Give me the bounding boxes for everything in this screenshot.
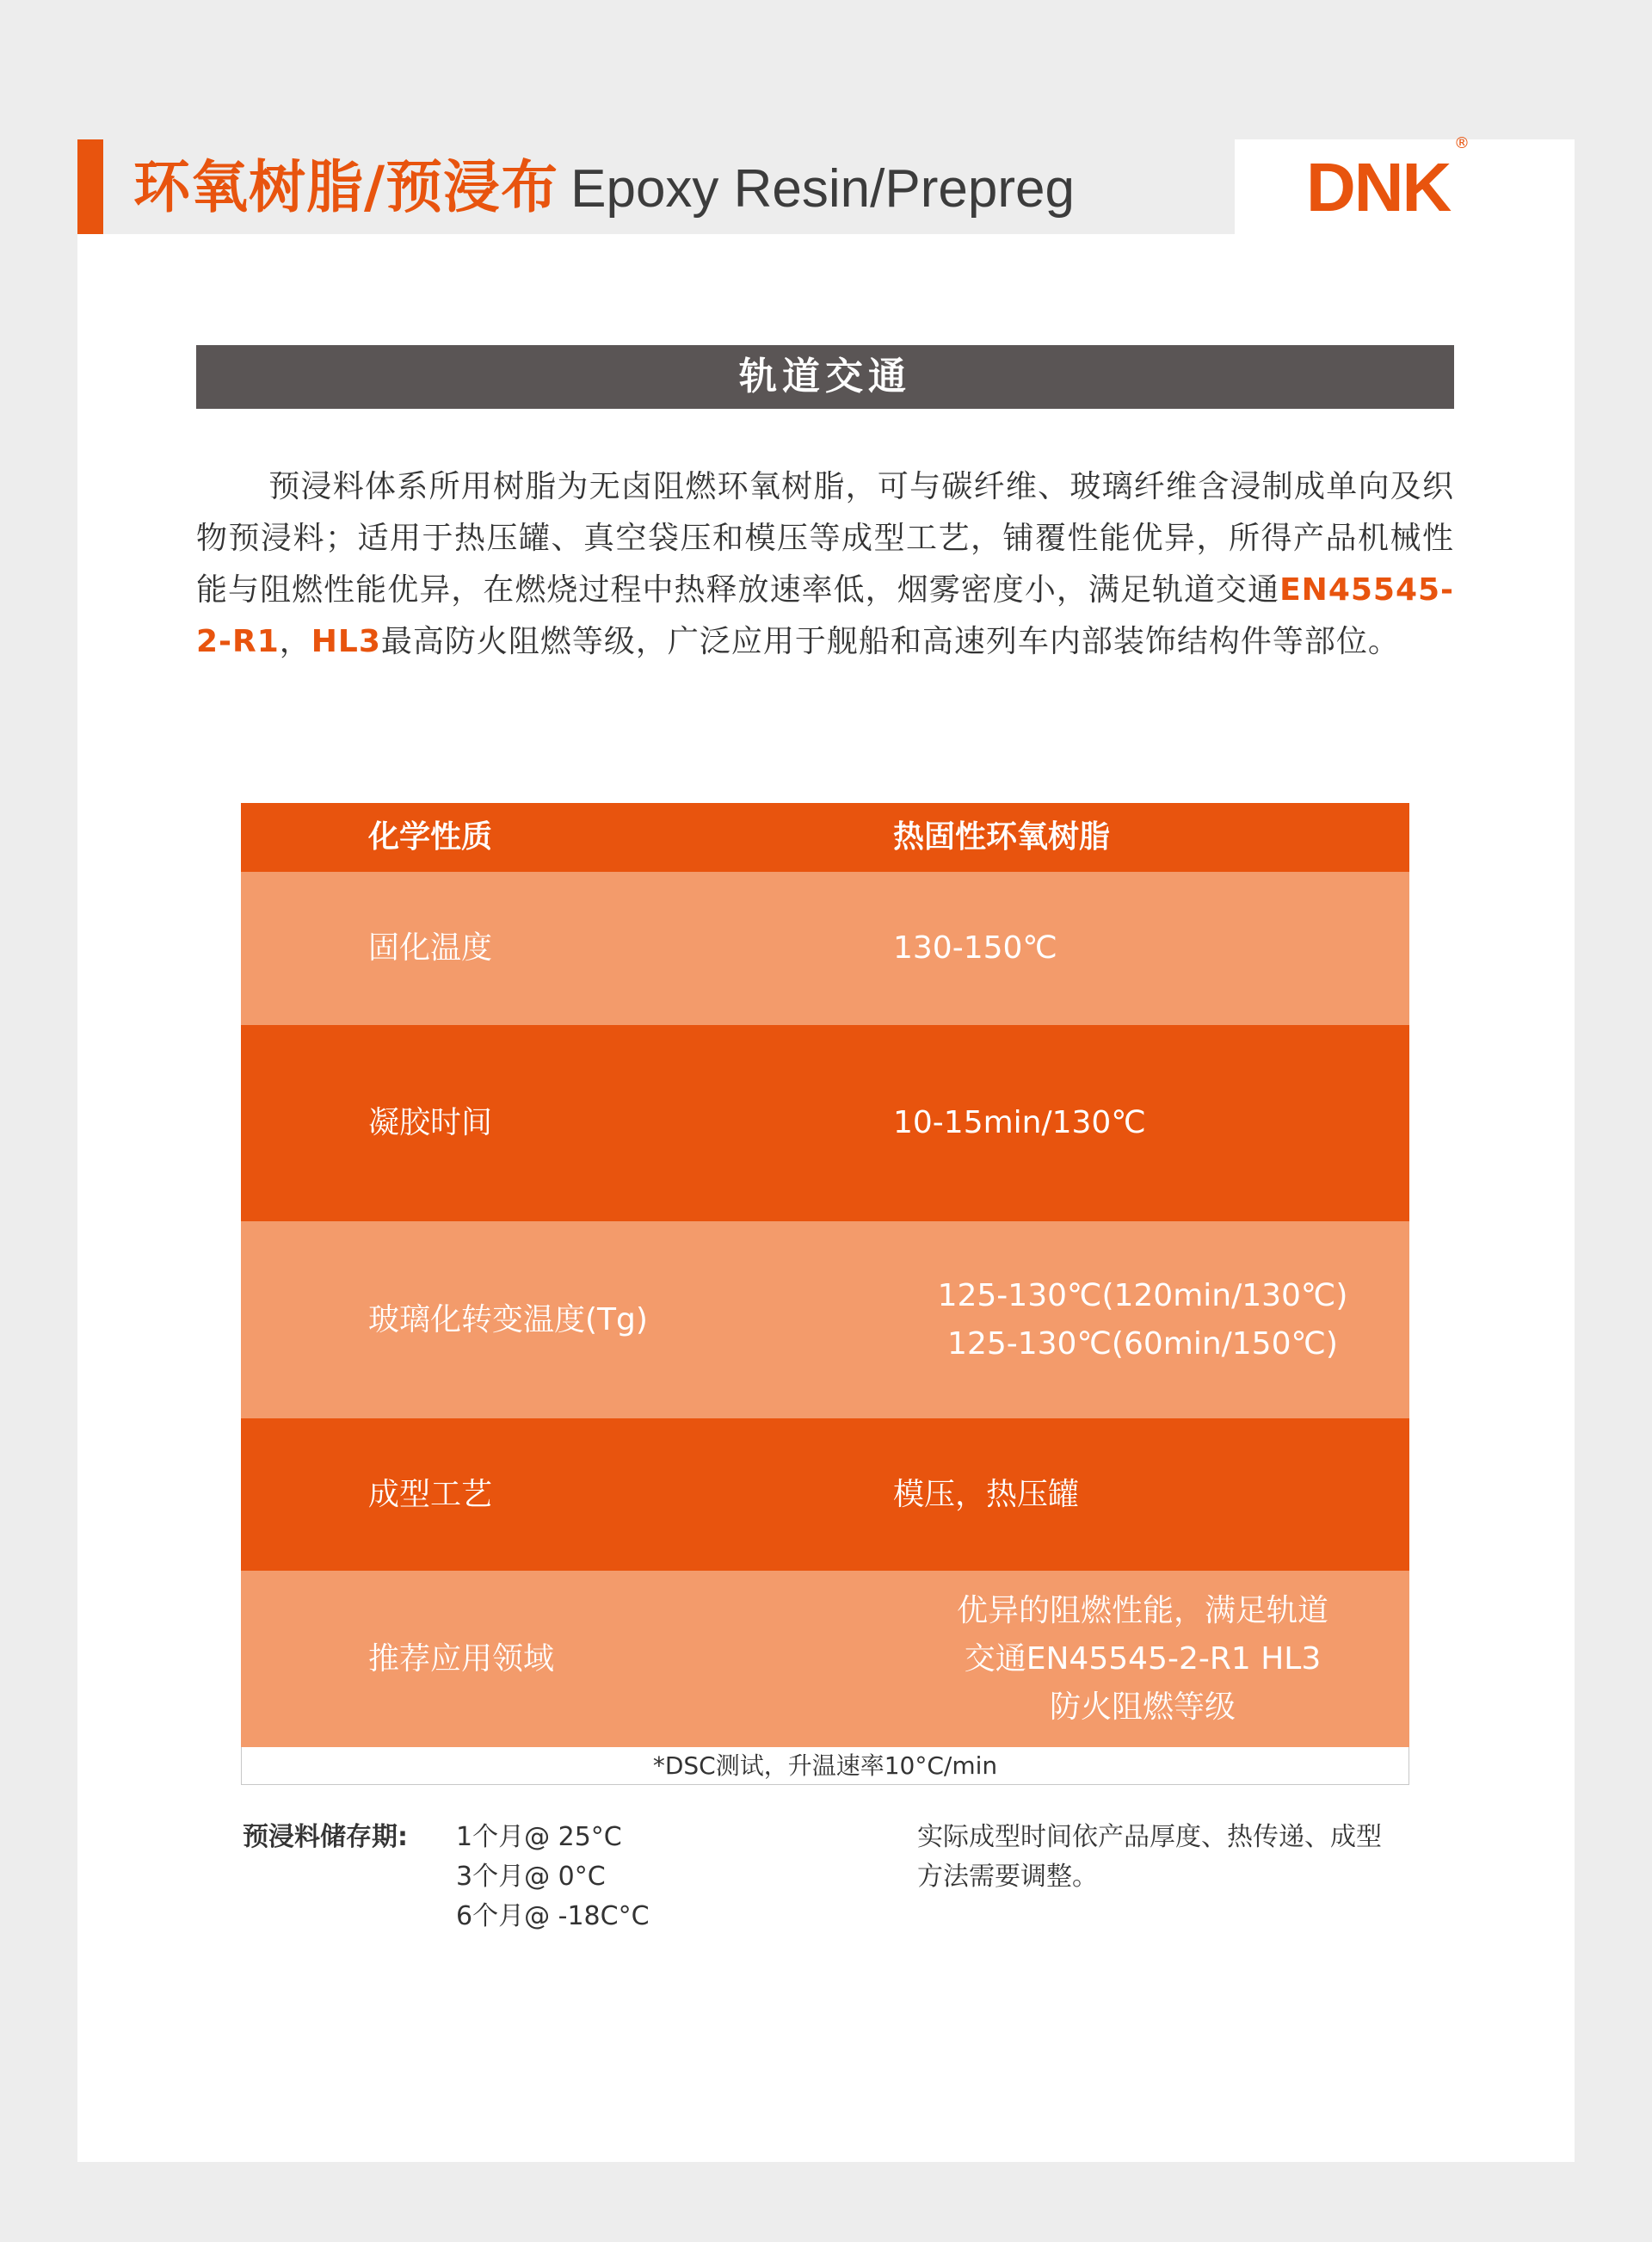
intro-text-before: 预浸料体系所用树脂为无卤阻燃环氧树脂，可与碳纤维、玻璃纤维含浸制成单向及织物预浸料；适用于热压罐、真空袋压和模压等成型工艺，铺覆性能优异，所得产品机械性能与阻燃性能优异，在燃烧过程中热释放速率低，烟雾密度小，满足轨道交通: [196, 469, 1454, 608]
table-cell-value: [893, 872, 1392, 1025]
spec-table: [241, 803, 1409, 1785]
intro-highlight-level: HL3: [311, 624, 381, 659]
table-header-row: [241, 803, 1409, 872]
intro-separator: ，: [279, 624, 311, 659]
intro-paragraph: [196, 461, 1454, 668]
table-cell-value-line: 模压，热压罐: [893, 1476, 1080, 1512]
table-cell-value: [893, 1025, 1392, 1221]
table-cell-property: 推荐应用领域: [368, 1640, 555, 1677]
page-title-en: Epoxy Resin/Prepreg: [570, 159, 1075, 219]
table-cell-value-line: 130-150℃: [893, 930, 1057, 966]
table-row: [241, 1418, 1409, 1571]
page-title: [133, 148, 1075, 227]
table-cell-value: [893, 1221, 1392, 1418]
table-row: [241, 1571, 1409, 1747]
table-cell-value-line: 10-15min/130℃: [893, 1105, 1146, 1140]
storage-item: 6个月@ -18C°C: [456, 1901, 650, 1931]
table-cell-value-line: 优异的阻燃性能，满足轨道: [956, 1592, 1328, 1628]
section-title: 轨道交通: [196, 345, 1454, 409]
table-cell-value-line: 125-130℃(60min/150℃): [947, 1325, 1338, 1362]
table-row: [241, 872, 1409, 1025]
registered-mark: ®: [1454, 134, 1470, 152]
remark-line: 方法需要调整。: [917, 1862, 1098, 1892]
intro-text-after: 最高防火阻燃等级，广泛应用于舰船和高速列车内部装饰结构件等部位。: [380, 624, 1400, 659]
table-cell-property: 成型工艺: [368, 1476, 493, 1512]
table-header-property: 化学性质: [368, 819, 493, 855]
table-footnote: *DSC测试，升温速率10°C/min: [241, 1747, 1409, 1785]
storage-list: [456, 1818, 650, 1936]
storage-item: 1个月@ 25°C: [456, 1822, 622, 1852]
brand-logo-text: DNK: [1306, 149, 1451, 225]
table-cell-property: 玻璃化转变温度(Tg): [368, 1301, 648, 1337]
table-cell-value: [893, 1418, 1392, 1571]
table-header-value: 热固性环氧树脂: [893, 819, 1111, 855]
storage-label: 预浸料储存期:: [243, 1822, 408, 1852]
table-cell-property: 凝胶时间: [368, 1105, 493, 1140]
remark-line: 实际成型时间依产品厚度、热传递、成型: [917, 1822, 1382, 1852]
table-cell-value-line: 交通EN45545-2-R1 HL3: [964, 1640, 1322, 1677]
table-cell-value-line: 125-130℃(120min/130℃): [937, 1277, 1348, 1313]
brand-logo: [1306, 134, 1470, 227]
table-cell-value: [893, 1571, 1392, 1747]
intro-highlight-standard: EN45545-2-R1: [196, 572, 1454, 659]
table-cell-value-line: 防火阻燃等级: [1049, 1689, 1236, 1725]
table-row: [241, 1221, 1409, 1418]
storage-item: 3个月@ 0°C: [456, 1862, 606, 1892]
table-cell-property: 固化温度: [368, 930, 493, 966]
table-row: [241, 1025, 1409, 1221]
processing-remark: [917, 1818, 1416, 1897]
page-title-cn: 环氧树脂/预浸布: [133, 154, 559, 220]
header-accent-bar: [77, 139, 103, 234]
